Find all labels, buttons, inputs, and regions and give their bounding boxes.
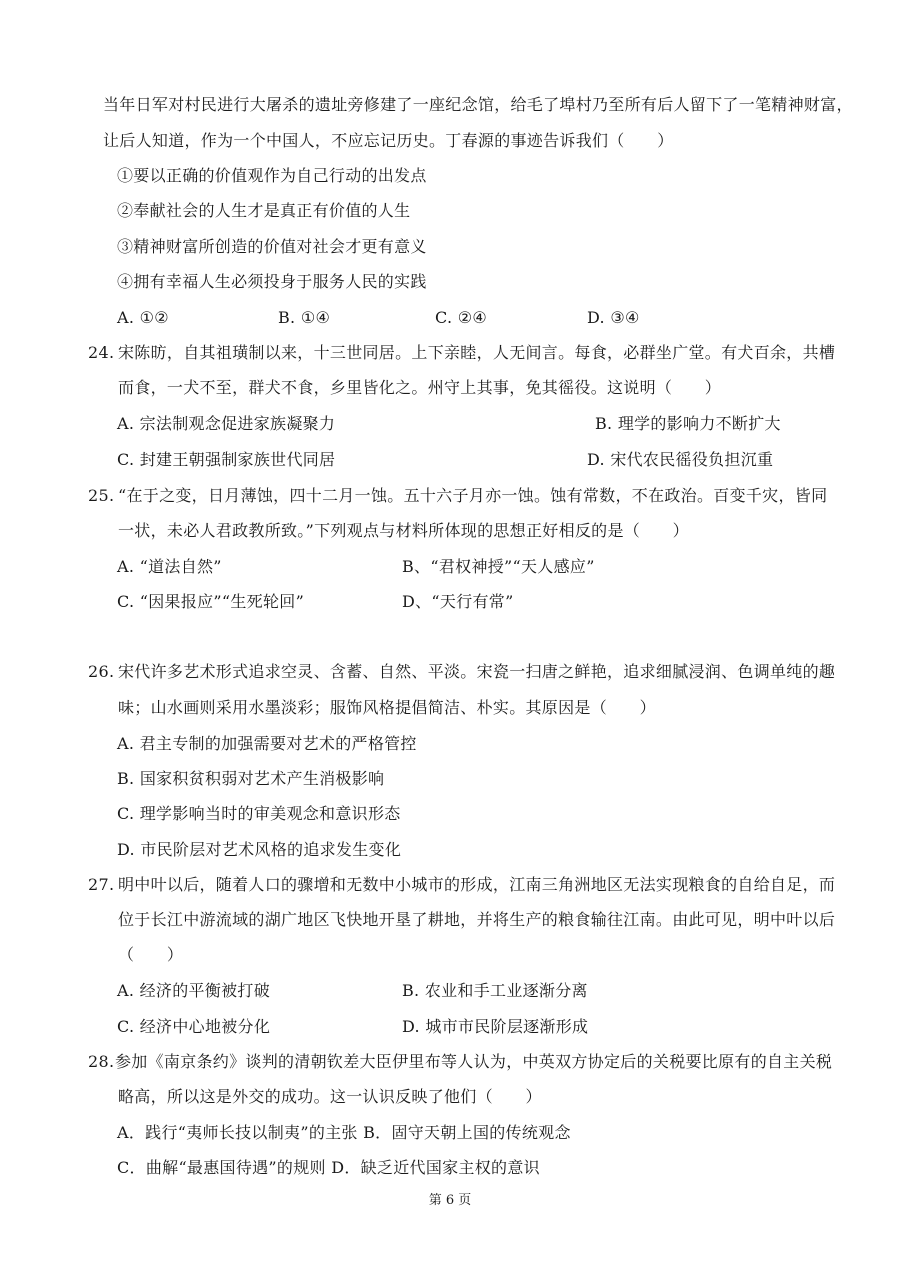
q28-stem-line2: 略高，所以这是外交的成功。这一认识反映了他们（ ） bbox=[118, 1087, 542, 1106]
q23-stem-line1: 当年日军对村民进行大屠杀的遗址旁修建了一座纪念馆，给毛了埠村乃至所有后人留下了一笔精神财富， bbox=[103, 95, 853, 114]
q25-stem-line2: 一状，未必人君政教所致。”下列观点与材料所体现的思想正好相反的是（ ） bbox=[118, 521, 689, 540]
q27-option-b: B. 农业和手工业逐渐分离 bbox=[402, 981, 588, 1000]
q27-option-c: C. 经济中心地被分化 bbox=[117, 1017, 271, 1036]
q25-option-c: C. “因果报应”“生死轮回” bbox=[117, 592, 305, 611]
q26-number: 26. bbox=[88, 662, 115, 681]
q28-stem-line1: 参加《南京条约》谈判的清朝钦差大臣伊里布等人认为，中英双方协定后的关税要比原有的自主关税 bbox=[115, 1052, 833, 1071]
q27-number: 27. bbox=[88, 875, 115, 894]
q23-item-3: ③精神财富所创造的价值对社会才更有意义 bbox=[117, 237, 427, 256]
q26-option-a: A. 君主专制的加强需要对艺术的严格管控 bbox=[117, 734, 417, 753]
q24-number: 24. bbox=[88, 343, 115, 362]
q27-option-d: D. 城市市民阶层逐渐形成 bbox=[402, 1017, 589, 1036]
q27-option-a: A. 经济的平衡被打破 bbox=[117, 981, 271, 1000]
q26-stem-line1: 宋代许多艺术形式追求空灵、含蓄、自然、平淡。宋瓷一扫唐之鲜艳，追求细腻浸润、色调单纯的趣 bbox=[118, 662, 836, 681]
q25-stem-line1: “在于之变，日月薄蚀，四十二月一蚀。五十六子月亦一蚀。蚀有常数，不在政治。百变千灾，皆同 bbox=[118, 486, 828, 505]
q23-option-d: D. ③④ bbox=[587, 308, 640, 327]
q23-option-c: C. ②④ bbox=[435, 308, 488, 327]
q26-option-c: C. 理学影响当时的审美观念和意识形态 bbox=[117, 804, 401, 823]
q24-option-d: D. 宋代农民徭役负担沉重 bbox=[587, 450, 774, 469]
q27-stem-line2: 位于长江中游流域的湖广地区飞快地开垦了耕地，并将生产的粮食输往江南。由此可见，明中叶以后 bbox=[118, 910, 836, 929]
q24-option-b: B. 理学的影响力不断扩大 bbox=[595, 414, 781, 433]
q27-stem-line3: （ ） bbox=[118, 945, 184, 964]
q23-item-4: ④拥有幸福人生必须投身于服务人民的实践 bbox=[117, 272, 427, 291]
q23-option-b: B. ①④ bbox=[278, 308, 331, 327]
q23-item-2: ②奉献社会的人生才是真正有价值的人生 bbox=[117, 201, 411, 220]
q25-number: 25. bbox=[88, 486, 115, 505]
q23-item-1: ①要以正确的价值观作为自己行动的出发点 bbox=[117, 166, 427, 185]
q24-stem-line2: 而食，一犬不至，群犬不食，乡里皆化之。州守上其事，免其徭役。这说明（ ） bbox=[118, 378, 722, 397]
q23-option-a: A. ①② bbox=[117, 308, 169, 327]
q24-option-a: A. 宗法制观念促进家族凝聚力 bbox=[117, 414, 336, 433]
q25-option-d: D、“天行有常” bbox=[402, 592, 514, 611]
q25-option-a: A. “道法自然” bbox=[117, 557, 222, 576]
q26-option-d: D. 市民阶层对艺术风格的追求发生变化 bbox=[117, 840, 402, 859]
q26-option-b: B. 国家积贫积弱对艺术产生消极影响 bbox=[117, 769, 385, 788]
q25-option-b: B、“君权神授”“天人感应” bbox=[402, 557, 595, 576]
page-number: 第 6 页 bbox=[428, 1193, 472, 1208]
q23-stem-line2: 让后人知道，作为一个中国人，不应忘记历史。丁春源的事迹告诉我们（ ） bbox=[103, 131, 674, 150]
q28-options-ab: A．践行“夷师长技以制夷”的主张 B．固守天朝上国的传统观念 bbox=[117, 1123, 571, 1142]
q24-stem-line1: 宋陈昉，自其祖璜制以来，十三世同居。上下亲睦，人无间言。每食，必群坐广堂。有犬百余，共槽 bbox=[118, 343, 836, 362]
q26-stem-line2: 味；山水画则采用水墨淡彩；服饰风格提倡简洁、朴实。其原因是（ ） bbox=[118, 698, 656, 717]
q28-number: 28. bbox=[88, 1052, 115, 1071]
q24-option-c: C. 封建王朝强制家族世代同居 bbox=[117, 450, 336, 469]
q28-options-cd: C．曲解“最惠国待遇”的规则 D．缺乏近代国家主权的意识 bbox=[117, 1158, 540, 1177]
q27-stem-line1: 明中叶以后，随着人口的骤增和无数中小城市的形成，江南三角洲地区无法实现粮食的自给自足，而 bbox=[118, 875, 836, 894]
